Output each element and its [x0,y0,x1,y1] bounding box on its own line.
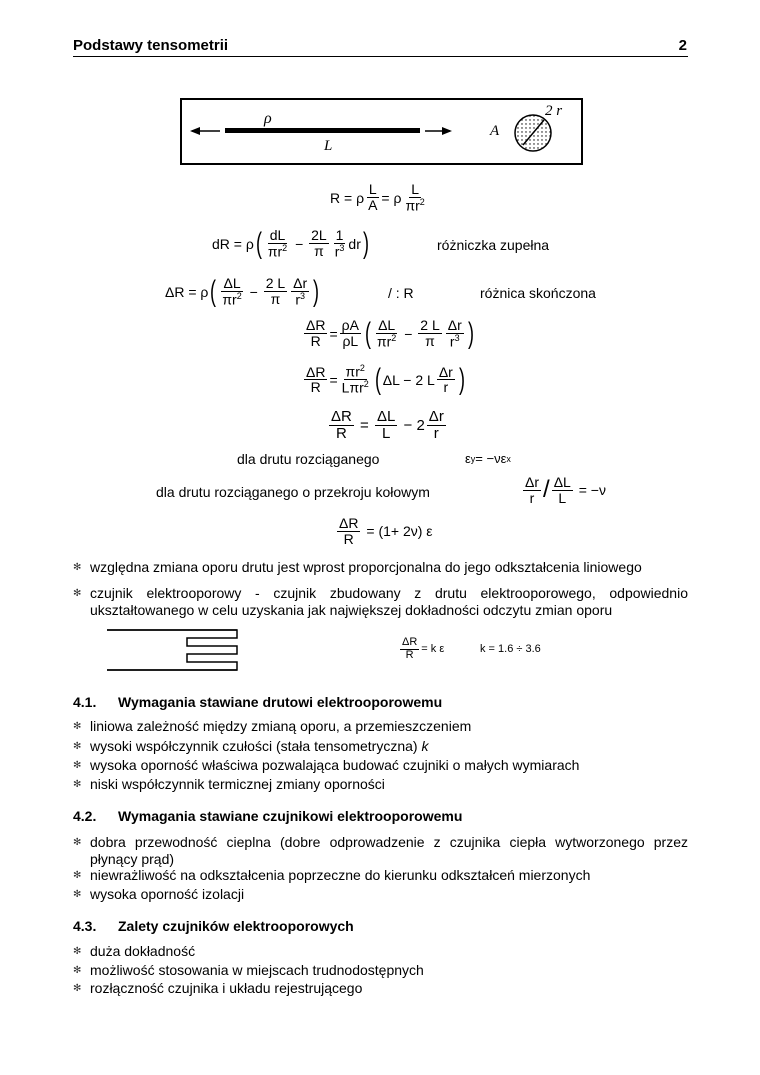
list-item: ✻ czujnik elektrooporowy - czujnik zbudowany z drutu elektrooporowego, odpowiednio ukształtowanego w celu uzyskania jak największej dokładności odczytu zmian oporu [73,585,688,618]
right-arrow-icon [425,127,452,135]
wire-bar [225,128,420,133]
list-item: ✻ wysoki współczynnik czułości (stała tensometryczna) k [73,738,429,754]
equation-resistance: R = ρ $\frac{L}{A}$ = ρ $\frac{L}{\pi r^2}$ [330,181,425,214]
equation-gauge-factor: $\frac{\Delta R}{R}$ = (1+ 2ν) ε [339,515,433,547]
rho-label: ρ [264,110,272,127]
list-item: ✻ rozłączność czujnika i układu rejestrującego [73,980,363,996]
list-item: ✻ liniowa zależność między zmianą oporu, a przemieszczeniem [73,718,472,734]
left-arrow-icon [190,127,220,135]
equation-k-epsilon: $\frac{\Delta R}{R}$ = k ε [402,636,445,661]
equation-relative-1: $\frac{\Delta R}{R}$ = $\frac{\rho A}{\rho L}$ ( $\frac{\Delta L}{\pi r^2}$ − $\frac{2 L}{\pi}$ $\frac{\Delta r}{r^3}$ ) [306,316,474,350]
k-range: k = 1.6 ÷ 3.6 [480,643,541,655]
list-item: ✻ wysoka oporność izolacji [73,886,245,902]
length-label: L [324,138,333,154]
page-title: Podstawy tensometrii [73,37,229,54]
finite-diff-label: różnica skończona [480,285,596,301]
wire-diagram [180,98,583,165]
header-rule [73,56,688,57]
list-item: ✻ dobra przewodność cieplna (dobre odprowadzenie z czujnika ciepła wytworzonego przez płynący prąd) [73,834,688,867]
list-item: ✻ względna zmiana oporu drutu jest wprost proporcjonalna do jego odkształcenia liniowego [73,559,642,575]
equation-relative-3: $\frac{\Delta R}{R}$ = $\frac{\Delta L}{L}$ − 2 $\frac{\Delta r}{r}$ [331,408,444,442]
page-number: 2 [678,37,687,54]
list-item: ✻ niski współczynnik termicznej zmiany oporności [73,776,385,792]
equation-poisson-ratio: $\frac{\Delta r}{r}$ / $\frac{\Delta L}{L}$ = −ν [525,474,606,506]
equation-poisson: ε y = −νε x [465,451,511,466]
diameter-label: 2 r [545,103,563,119]
section-heading-4-2: 4.2. Wymagania stawiane czujnikowi elektrooporowemu [73,808,463,824]
area-label: A [490,123,500,139]
equation-differential: dR = ρ ( $\frac{dL}{\pi r^2}$ − $\frac{2L}{\pi}$ $\frac{1}{r^3}$ dr ) [212,226,369,260]
list-item: ✻ niewrażliwość na odkształcenia poprzeczne do kierunku odkształceń mierzonych [73,867,591,883]
divide-label: / : R [388,285,414,301]
list-item: ✻ wysoka oporność właściwa pozwalająca budować czujniki o małych wymiarach [73,757,580,773]
differential-label: różniczka zupełna [437,237,550,253]
section-heading-4-1: 4.1. Wymagania stawiane drutowi elektrooporowemu [73,694,443,710]
list-item: ✻ możliwość stosowania w miejscach trudnodostępnych [73,962,424,978]
wire-figure [180,98,583,165]
section-heading-4-3: 4.3. Zalety czujników elektrooporowych [73,918,354,934]
stretched-circular-label: dla drutu rozciąganego o przekroju kołowym [156,484,430,500]
equation-finite-difference: ΔR = ρ ( $\frac{\Delta L}{\pi r^2}$ − $\frac{2 L}{\pi}$ $\frac{\Delta r}{r^3}$ ) [165,274,320,308]
list-item: ✻ duża dokładność [73,943,196,959]
equation-relative-2: $\frac{\Delta R}{R}$ = $\frac{\pi r^2}{L\pi r^2}$ ( ΔL − 2 L $\frac{\Delta r}{r}$ ) [306,362,465,396]
strain-gauge-diagram [105,626,245,674]
stretched-label: dla drutu rozciąganego [237,451,380,467]
